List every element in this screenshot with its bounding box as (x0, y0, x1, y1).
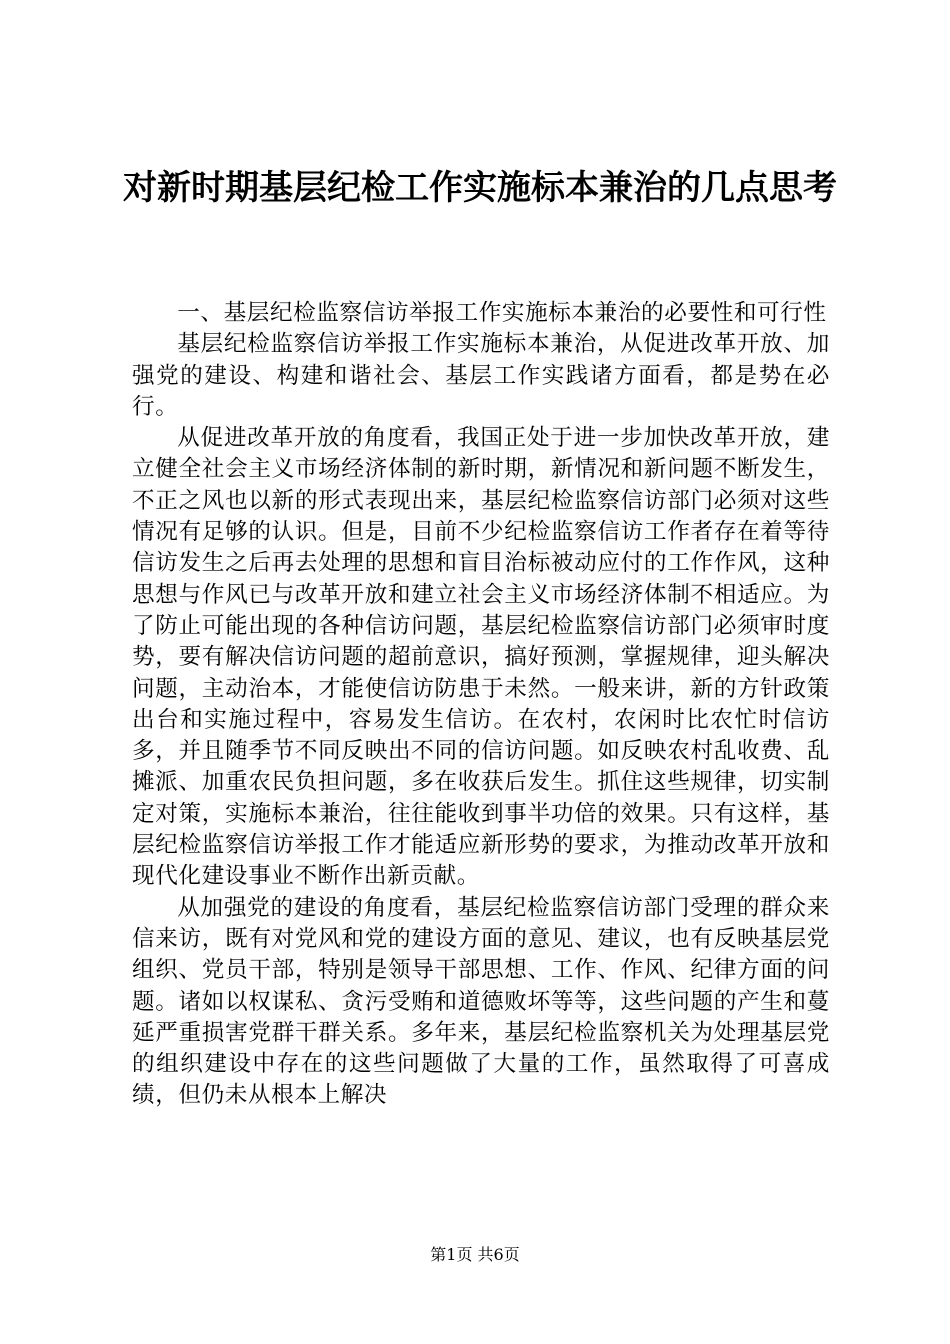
page-footer: 第1页 共6页 (430, 1245, 520, 1264)
body-paragraph: 基层纪检监察信访举报工作实施标本兼治，从促进改革开放、加强党的建设、构建和谐社会、基层工作实践诸方面看，都是势在必行。 (132, 331, 830, 420)
document-title: 对新时期基层纪检工作实施标本兼治的几点思考 (123, 168, 837, 208)
body-paragraph: 从促进改革开放的角度看，我国正处于进一步加快改革开放，建立健全社会主义市场经济体制的新时期，新情况和新问题不断发生，不正之风也以新的形式表现出来，基层纪检监察信访部门必须对这些情况有足够的认识。但是，目前不少纪检监察信访工作者存在着等待信访发生之后再去处理的思想和盲目治标被动应付的工作作风，这种思想与作风已与改革开放和建立社会主义市场经济体制不相适应。为了防止可能出现的各种信访问题，基层纪检监察信访部门必须审时度势，要有解决信访问题的超前意识，搞好预测，掌握规律，迎头解决问题，主动治本，才能使信访防患于未然。一般来讲，新的方针政策出台和实施过程中，容易发生信访。在农村，农闲时比农忙时信访多，并且随季节不同反映出不同的信访问题。如反映农村乱收费、乱摊派、加重农民负担问题，多在收获后发生。抓住这些规律，切实制定对策，实施标本兼治，往往能收到事半功倍的效果。只有这样，基层纪检监察信访举报工作才能适应新形势的要求，为推动改革开放和现代化建设事业不断作出新贡献。 (132, 425, 830, 890)
body-paragraph: 从加强党的建设的角度看，基层纪检监察信访部门受理的群众来信来访，既有对党风和党的建设方面的意见、建议，也有反映基层党组织、党员干部，特别是领导干部思想、工作、作风、纪律方面的问题。诸如以权谋私、贪污受贿和道德败坏等等，这些问题的产生和蔓延严重损害党群干群关系。多年来，基层纪检监察机关为处理基层党的组织建设中存在的这些问题做了大量的工作，虽然取得了可喜成绩，但仍未从根本上解决 (132, 894, 830, 1109)
document-body (132, 298, 830, 1112)
section-heading: 一、基层纪检监察信访举报工作实施标本兼治的必要性和可行性 (177, 300, 827, 326)
